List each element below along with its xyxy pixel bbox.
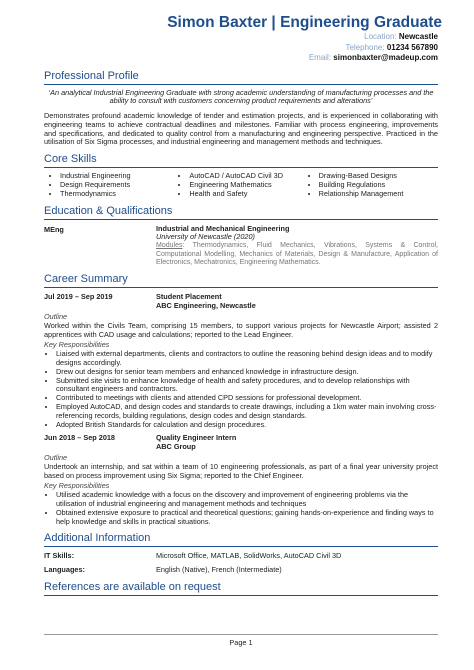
- job-company: ABC Engineering, Newcastle: [156, 301, 256, 311]
- modules-label: Modules: [156, 242, 183, 250]
- it-skills-row: [44, 552, 438, 561]
- responsibilities-list: [44, 491, 438, 526]
- languages-value: English (Native), French (Intermediate): [156, 565, 282, 575]
- job-role: Student Placement: [156, 292, 222, 302]
- job-company: ABC Group: [156, 442, 196, 452]
- location-label: Location:: [364, 32, 397, 41]
- cv-header: [44, 14, 442, 64]
- languages-row: [44, 566, 438, 575]
- skill-item: • Health and Safety: [189, 190, 308, 199]
- outline-label: Outline: [44, 453, 68, 463]
- skill-item: • Thermodynamics: [60, 190, 179, 199]
- skills-column-3: [309, 172, 438, 198]
- job-dates: Jul 2019 – Sep 2019: [44, 292, 113, 302]
- profile-body: Demonstrates profound academic knowledge of tender and estimation projects, and is experienced in collaborating with engineering teams to achieve contractual deadlines and milestones. Familiar with process engineering, improvements and specifications, and dedicated to quality control from a manufacturing and engineering perspective. Practiced in the utilisation of Six Sigma processes, and industrial engineering and management methods and techniques.: [44, 111, 438, 147]
- telephone-value: 01234 567890: [386, 42, 438, 52]
- skill-item: • Engineering Mathematics: [189, 181, 308, 190]
- list-item: • Obtained extensive exposure to practical and theoretical questions; gaining hands-on-experience and finding ways to help knowledge and skills in practical situations.: [56, 509, 438, 527]
- skills-list: [44, 172, 438, 198]
- email-value: simonbaxter@madeup.com: [333, 53, 438, 62]
- page-footer: [44, 634, 438, 647]
- list-item: • Contributed to meetings with clients and attended CPD sessions for professional development.: [56, 394, 438, 403]
- profile-quote: ‘An analytical Industrial Engineering Graduate with strong academic understanding of manufacturing processes and the ability to consult with customers concerning product requirements and alterations’: [48, 87, 434, 106]
- list-item: • Utilised academic knowledge with a focus on the discovery and improvement of engineering problems via the utilisation of industrial engineering and management methods and techniques: [56, 491, 438, 509]
- career-heading: Career Summary: [44, 273, 438, 288]
- job-role: Quality Engineer Intern: [156, 433, 237, 443]
- modules-list: : Thermodynamics, Fluid Mechanics, Vibrations, Systems & Control, Computational Modelling, Mechanics of Materials, Design & Manufacture, Application of Electronics, Mechatronics, Engineering Mathematics.: [156, 242, 438, 267]
- skills-heading: Core Skills: [44, 153, 438, 168]
- responsibilities-list: [44, 350, 438, 429]
- job-dates: Jun 2018 – Sep 2018: [44, 433, 115, 443]
- email-label: Email:: [308, 53, 332, 62]
- contact-telephone: [44, 43, 438, 54]
- university: University of Newcastle (2020): [156, 232, 255, 242]
- additional-heading: Additional Information: [44, 532, 438, 547]
- location-value: Newcastle: [398, 32, 438, 41]
- skills-column-1: [50, 172, 179, 198]
- skills-column-2: [179, 172, 308, 198]
- telephone-label: Telephone:: [345, 42, 385, 52]
- job-outline: Worked within the Civils Team, comprising 15 members, to support various projects for Newcastle Airport; assisted 2 apprentices with CAD usage and calculations; reported to the Lead Engineer.: [44, 320, 438, 339]
- course-name: Industrial and Mechanical Engineering: [156, 223, 290, 233]
- outline-label: Outline: [44, 312, 68, 322]
- degree: MEng: [44, 224, 64, 234]
- education-entry: [44, 225, 438, 268]
- it-skills-value: Microsoft Office, MATLAB, SolidWorks, AutoCAD Civil 3D: [156, 551, 342, 561]
- skill-item: • Industrial Engineering: [60, 172, 179, 181]
- skill-item: • Drawing-Based Designs: [319, 172, 438, 181]
- skill-item: • Relationship Management: [319, 190, 438, 199]
- list-item: • Employed AutoCAD, and design codes and standards to create drawings, including a 1km water main involving cross-referencing records, building regulations, design codes and design standards.: [56, 403, 438, 421]
- candidate-name: Simon Baxter | Engineering Graduate: [167, 14, 442, 31]
- list-item: • Submitted site visits to enhance knowledge of health and safety procedures, and to develop relationships with consultant engineers and contractors.: [56, 377, 438, 395]
- job-header: [44, 293, 438, 311]
- list-item: • Adopted British Standards for calculation and design procedures.: [56, 421, 438, 430]
- list-item: • Liaised with external departments, clients and contractors to outline the reasoning behind design ideas and to modify designs accordingly.: [56, 350, 438, 368]
- languages-label: Languages:: [44, 565, 85, 575]
- responsibilities-label: Key Responsibilities: [44, 340, 110, 350]
- education-heading: Education & Qualifications: [44, 205, 438, 220]
- responsibilities-label: Key Responsibilities: [44, 481, 110, 491]
- contact-location: [44, 32, 438, 43]
- skill-item: • AutoCAD / AutoCAD Civil 3D: [189, 172, 308, 181]
- job-header: [44, 434, 438, 452]
- job-outline: Undertook an internship, and sat within a team of 10 engineering professionals, as part of a final year university project based on process improvement using Six Sigma; reported to the Chief Engineer.: [44, 461, 438, 480]
- modules: [156, 242, 438, 267]
- it-skills-label: IT Skills:: [44, 551, 75, 561]
- list-item: • Drew out designs for senior team members and enhanced knowledge in infrastructure design.: [56, 368, 438, 377]
- profile-heading: Professional Profile: [44, 70, 438, 85]
- skill-item: • Design Requirements: [60, 181, 179, 190]
- page-number: Page 1: [229, 638, 253, 647]
- skill-item: • Building Regulations: [319, 181, 438, 190]
- contact-email: [44, 53, 438, 64]
- references-heading: References are available on request: [44, 581, 438, 596]
